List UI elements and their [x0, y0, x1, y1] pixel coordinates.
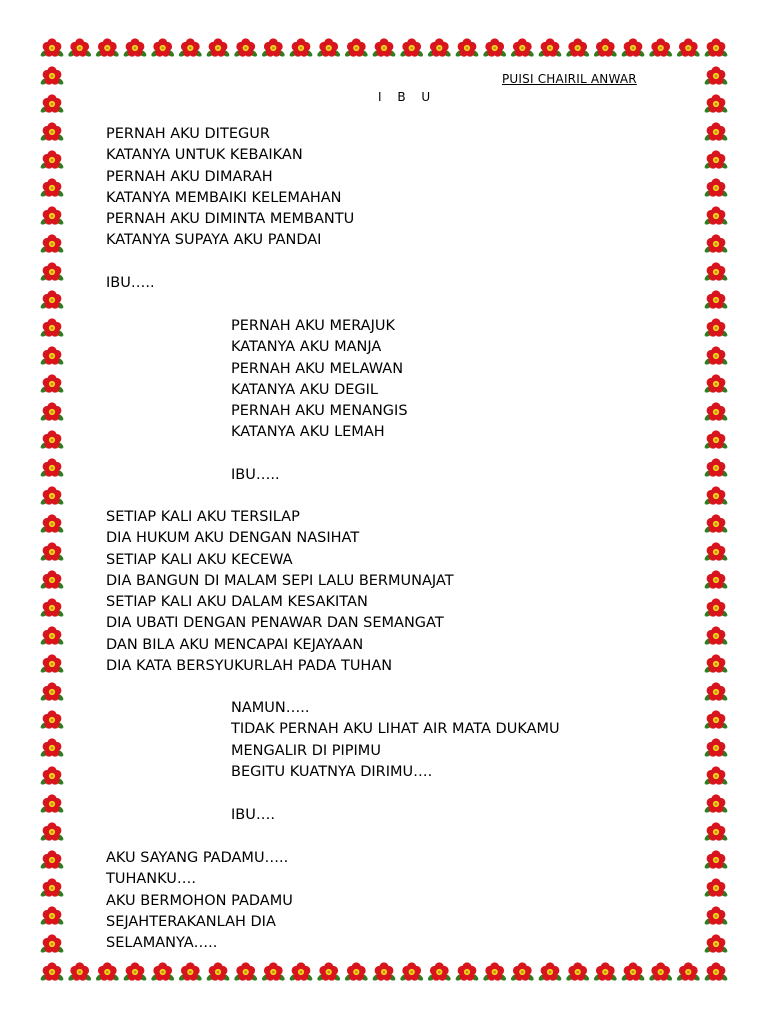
red-flower-icon — [261, 38, 286, 58]
red-flower-icon — [150, 38, 175, 58]
red-flower-icon — [178, 38, 203, 58]
refrain-ibu-1: IBU….. — [106, 275, 155, 291]
red-flower-icon — [39, 234, 64, 254]
red-flower-icon — [39, 682, 64, 702]
red-flower-icon — [703, 822, 728, 842]
red-flower-icon — [39, 598, 64, 618]
red-flower-icon — [510, 38, 535, 58]
red-flower-icon — [39, 962, 64, 982]
red-flower-icon — [703, 150, 728, 170]
red-flower-icon — [150, 962, 175, 982]
red-flower-icon — [39, 934, 64, 954]
red-flower-icon — [648, 38, 673, 58]
red-flower-icon — [316, 962, 341, 982]
red-flower-icon — [39, 262, 64, 282]
red-flower-icon — [703, 402, 728, 422]
red-flower-icon — [703, 598, 728, 618]
stanza-2 — [231, 316, 408, 444]
poem-line: MENGALIR DI PIPIMU — [231, 742, 381, 759]
red-flower-icon — [39, 206, 64, 226]
poem-line: KATANYA AKU LEMAH — [231, 424, 385, 441]
red-flower-icon — [620, 38, 645, 58]
red-flower-icon — [703, 906, 728, 926]
poem-line: TUHANKU…. — [106, 871, 196, 888]
red-flower-icon — [703, 262, 728, 282]
red-flower-icon — [703, 122, 728, 142]
red-flower-icon — [67, 962, 92, 982]
red-flower-icon — [95, 962, 120, 982]
poem-line: PERNAH AKU MERAJUK — [231, 318, 395, 334]
red-flower-icon — [39, 542, 64, 562]
red-flower-icon — [39, 66, 64, 86]
red-flower-icon — [39, 94, 64, 114]
red-flower-icon — [703, 514, 728, 534]
red-flower-icon — [565, 962, 590, 982]
poem-line: SETIAP KALI AKU DALAM KESAKITAN — [106, 594, 368, 611]
red-flower-icon — [703, 710, 728, 730]
red-flower-icon — [39, 794, 64, 814]
red-flower-icon — [39, 822, 64, 842]
red-flower-icon — [703, 178, 728, 198]
red-flower-icon — [703, 626, 728, 646]
red-flower-icon — [703, 738, 728, 758]
red-flower-icon — [703, 570, 728, 590]
red-flower-icon — [39, 514, 64, 534]
red-flower-icon — [703, 66, 728, 86]
red-flower-icon — [703, 542, 728, 562]
red-flower-icon — [648, 962, 673, 982]
poem-line: AKU BERMOHON PADAMU — [106, 892, 293, 909]
poem-line: PERNAH AKU MELAWAN — [231, 360, 404, 377]
stanza-5 — [106, 848, 293, 954]
poem-line: SETIAP KALI AKU TERSILAP — [106, 509, 300, 525]
red-flower-icon — [67, 38, 92, 58]
red-flower-icon — [703, 458, 728, 478]
poem-line: KATANYA AKU DEGIL — [231, 381, 378, 398]
red-flower-icon — [95, 38, 120, 58]
poem-title: I B U — [378, 90, 437, 104]
poem-line: KATANYA UNTUK KEBAIKAN — [106, 147, 303, 164]
red-flower-icon — [39, 430, 64, 450]
red-flower-icon — [703, 962, 728, 982]
poem-line: PERNAH AKU MENANGIS — [231, 403, 408, 420]
red-flower-icon — [39, 486, 64, 506]
stanza-3 — [106, 507, 454, 677]
red-flower-icon — [510, 962, 535, 982]
poem-line: AKU SAYANG PADAMU….. — [106, 850, 289, 866]
red-flower-icon — [703, 374, 728, 394]
poem-line: KATANYA MEMBAIKI KELEMAHAN — [106, 189, 342, 206]
red-flower-icon — [703, 794, 728, 814]
red-flower-icon — [703, 850, 728, 870]
red-flower-icon — [39, 290, 64, 310]
poem-line: PERNAH AKU DIMINTA MEMBANTU — [106, 211, 355, 228]
red-flower-icon — [703, 290, 728, 310]
red-flower-icon — [288, 962, 313, 982]
red-flower-icon — [482, 38, 507, 58]
red-flower-icon — [703, 934, 728, 954]
red-flower-icon — [233, 38, 258, 58]
red-flower-icon — [344, 38, 369, 58]
red-flower-icon — [39, 906, 64, 926]
red-flower-icon — [39, 710, 64, 730]
poem-line: DAN BILA AKU MENCAPAI KEJAYAAN — [106, 636, 364, 653]
red-flower-icon — [371, 962, 396, 982]
red-flower-icon — [205, 962, 230, 982]
poem-line: DIA BANGUN DI MALAM SEPI LALU BERMUNAJAT — [106, 572, 454, 589]
red-flower-icon — [122, 962, 147, 982]
red-flower-icon — [703, 346, 728, 366]
red-flower-icon — [261, 962, 286, 982]
poem-line: SETIAP KALI AKU KECEWA — [106, 551, 293, 568]
red-flower-icon — [39, 654, 64, 674]
poem-line: BEGITU KUATNYA DIRIMU…. — [231, 763, 433, 780]
red-flower-icon — [703, 766, 728, 786]
red-flower-icon — [703, 206, 728, 226]
poem-line: PERNAH AKU DIMARAH — [106, 168, 273, 185]
red-flower-icon — [427, 962, 452, 982]
red-flower-icon — [593, 962, 618, 982]
red-flower-icon — [39, 766, 64, 786]
red-flower-icon — [39, 850, 64, 870]
red-flower-icon — [703, 318, 728, 338]
stanza-1 — [106, 124, 354, 252]
stanza-4 — [231, 698, 560, 783]
refrain-ibu-3: IBU…. — [231, 807, 275, 823]
red-flower-icon — [454, 38, 479, 58]
red-flower-icon — [39, 374, 64, 394]
red-flower-icon — [399, 38, 424, 58]
red-flower-icon — [703, 38, 728, 58]
red-flower-icon — [39, 122, 64, 142]
poem-line: KATANYA SUPAYA AKU PANDAI — [106, 232, 322, 249]
poem-line: SELAMANYA….. — [106, 935, 218, 952]
red-flower-icon — [427, 38, 452, 58]
poem-line: SEJAHTERAKANLAH DIA — [106, 913, 276, 930]
poem-line: DIA KATA BERSYUKURLAH PADA TUHAN — [106, 658, 393, 675]
poem-line: NAMUN….. — [231, 700, 310, 716]
red-flower-icon — [344, 962, 369, 982]
red-flower-icon — [205, 38, 230, 58]
red-flower-icon — [39, 178, 64, 198]
poem-author: PUISI CHAIRIL ANWAR — [502, 72, 637, 86]
poem-line: PERNAH AKU DITEGUR — [106, 126, 270, 142]
red-flower-icon — [703, 654, 728, 674]
red-flower-icon — [482, 962, 507, 982]
poem-line: TIDAK PERNAH AKU LIHAT AIR MATA DUKAMU — [231, 721, 560, 738]
red-flower-icon — [454, 962, 479, 982]
red-flower-icon — [39, 570, 64, 590]
red-flower-icon — [39, 38, 64, 58]
red-flower-icon — [676, 38, 701, 58]
red-flower-icon — [39, 346, 64, 366]
red-flower-icon — [703, 878, 728, 898]
refrain-ibu-2: IBU….. — [231, 467, 280, 483]
red-flower-icon — [703, 94, 728, 114]
red-flower-icon — [233, 962, 258, 982]
red-flower-icon — [39, 458, 64, 478]
red-flower-icon — [593, 38, 618, 58]
red-flower-icon — [178, 962, 203, 982]
red-flower-icon — [676, 962, 701, 982]
red-flower-icon — [122, 38, 147, 58]
red-flower-icon — [371, 38, 396, 58]
poem-line: KATANYA AKU MANJA — [231, 339, 382, 356]
poem-line: DIA HUKUM AKU DENGAN NASIHAT — [106, 530, 360, 547]
red-flower-icon — [703, 234, 728, 254]
red-flower-icon — [39, 878, 64, 898]
red-flower-icon — [39, 626, 64, 646]
red-flower-icon — [39, 150, 64, 170]
red-flower-icon — [39, 402, 64, 422]
red-flower-icon — [703, 486, 728, 506]
red-flower-icon — [399, 962, 424, 982]
red-flower-icon — [620, 962, 645, 982]
red-flower-icon — [39, 738, 64, 758]
red-flower-icon — [537, 962, 562, 982]
red-flower-icon — [565, 38, 590, 58]
red-flower-icon — [39, 318, 64, 338]
red-flower-icon — [288, 38, 313, 58]
red-flower-icon — [703, 430, 728, 450]
red-flower-icon — [316, 38, 341, 58]
poem-line: DIA UBATI DENGAN PENAWAR DAN SEMANGAT — [106, 615, 444, 632]
red-flower-icon — [537, 38, 562, 58]
red-flower-icon — [703, 682, 728, 702]
